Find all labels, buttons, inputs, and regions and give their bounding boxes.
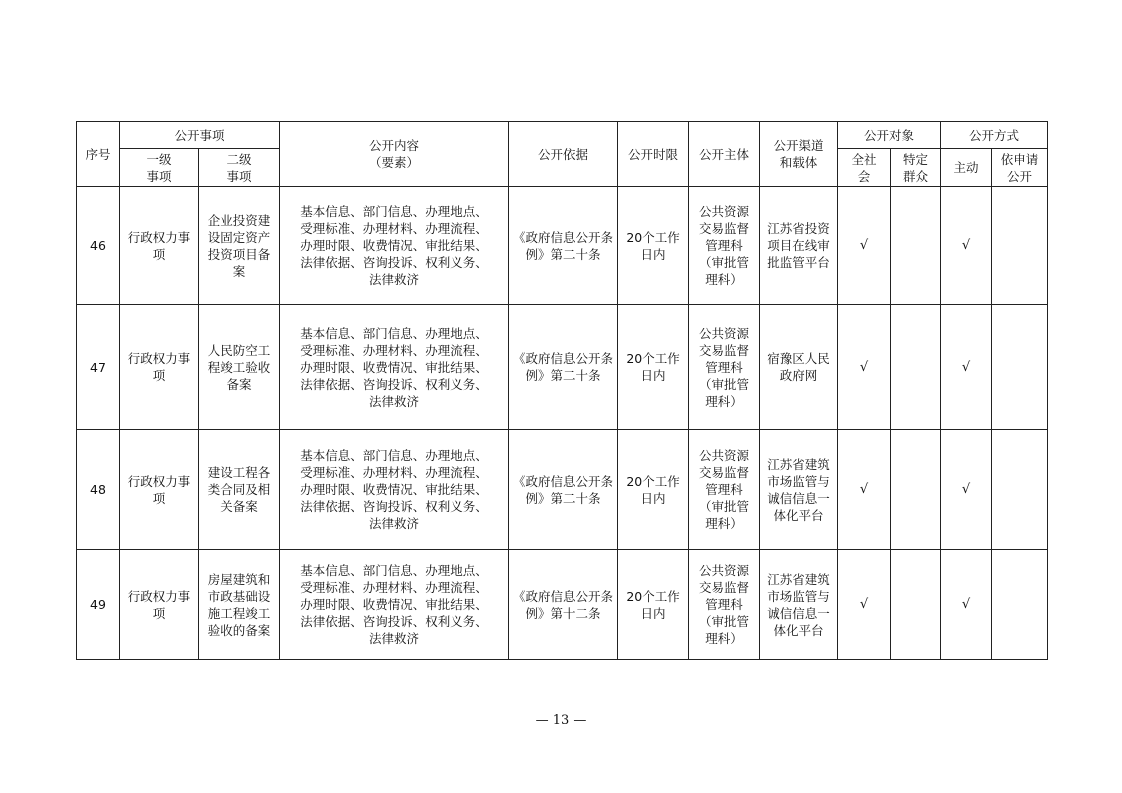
header-whole-society: [838, 149, 891, 187]
cell-channel: 江苏省建筑市场监管与诚信信息一体化平台: [760, 430, 838, 550]
cell-subject: 公共资源交易监督管理科（审批管理科）: [689, 430, 760, 550]
content-line: 法律救济: [369, 631, 420, 646]
disclosure-table: [76, 121, 1048, 660]
header-on-request-line: 依申请: [1000, 151, 1039, 167]
cell-level1: 行政权力事项: [120, 305, 199, 430]
content-line: 法律依据、咨询投诉、权利义务、: [300, 614, 488, 629]
cell-basis: 《政府信息公开条例》第二十条: [509, 430, 618, 550]
cell-level1: 行政权力事项: [120, 187, 199, 305]
table-row: [77, 550, 1048, 660]
cell-whole-society: √: [838, 430, 891, 550]
cell-subject: 公共资源交易监督管理科（审批管理科）: [689, 187, 760, 305]
cell-subject: 公共资源交易监督管理科（审批管理科）: [689, 550, 760, 660]
cell-content: [280, 187, 509, 305]
cell-subject: 公共资源交易监督管理科（审批管理科）: [689, 305, 760, 430]
cell-level2: 房屋建筑和市政基础设施工程竣工验收的备案: [199, 550, 280, 660]
content-line: 办理时限、收费情况、审批结果、: [300, 482, 488, 497]
content-line: 受理标准、办理材料、办理流程、: [300, 221, 488, 236]
cell-time-limit: 20个工作日内: [618, 305, 689, 430]
content-line: 法律依据、咨询投诉、权利义务、: [300, 255, 488, 270]
cell-active: √: [941, 305, 992, 430]
cell-level2: 企业投资建设固定资产投资项目备案: [199, 187, 280, 305]
cell-active: √: [941, 430, 992, 550]
cell-level1: 行政权力事项: [120, 430, 199, 550]
cell-whole-society: √: [838, 187, 891, 305]
cell-on-request: [992, 430, 1048, 550]
header-active: 主动: [941, 149, 992, 187]
cell-content: [280, 550, 509, 660]
content-line: 法律依据、咨询投诉、权利义务、: [300, 376, 488, 392]
cell-specific-group: [891, 430, 941, 550]
cell-active: √: [941, 550, 992, 660]
header-level1: [120, 149, 199, 187]
cell-time-limit: 20个工作日内: [618, 550, 689, 660]
header-subject: 公开主体: [689, 122, 760, 187]
cell-on-request: [992, 550, 1048, 660]
cell-seq: 47: [77, 305, 120, 430]
cell-time-limit: 20个工作日内: [618, 430, 689, 550]
header-content-line: 公开内容: [369, 138, 420, 153]
content-line: 基本信息、部门信息、办理地点、: [300, 448, 488, 463]
header-specific-group-line: 特定: [903, 151, 929, 167]
cell-level2: 建设工程各类合同及相关备案: [199, 430, 280, 550]
cell-whole-society: √: [838, 305, 891, 430]
header-on-request: [992, 149, 1048, 187]
header-target: 公开对象: [838, 122, 941, 149]
header-seq: 序号: [77, 122, 120, 187]
header-level2-line: 事项: [226, 168, 252, 184]
cell-level1: 行政权力事项: [120, 550, 199, 660]
table-row: [77, 187, 1048, 305]
content-line: 办理时限、收费情况、审批结果、: [300, 359, 488, 375]
cell-channel: 宿豫区人民政府网: [760, 305, 838, 430]
cell-whole-society: √: [838, 550, 891, 660]
cell-level2: 人民防空工程竣工验收备案: [199, 305, 280, 430]
header-content: [280, 122, 509, 187]
cell-basis: 《政府信息公开条例》第二十条: [509, 187, 618, 305]
header-level1-line: 事项: [146, 168, 172, 184]
cell-basis: 《政府信息公开条例》第二十条: [509, 305, 618, 430]
header-method: 公开方式: [941, 122, 1048, 149]
header-row-top: [77, 122, 1048, 149]
table-row: [77, 305, 1048, 430]
cell-channel: 江苏省投资项目在线审批监管平台: [760, 187, 838, 305]
cell-seq: 46: [77, 187, 120, 305]
cell-specific-group: [891, 550, 941, 660]
content-line: 法律依据、咨询投诉、权利义务、: [300, 499, 488, 514]
header-content-line: （要素）: [369, 155, 420, 170]
header-time-limit: 公开时限: [618, 122, 689, 187]
header-specific-group-line: 群众: [903, 168, 929, 184]
cell-specific-group: [891, 187, 941, 305]
cell-specific-group: [891, 305, 941, 430]
cell-basis: 《政府信息公开条例》第十二条: [509, 550, 618, 660]
cell-active: √: [941, 187, 992, 305]
header-channel-line: 公开渠道: [773, 138, 824, 153]
content-line: 法律救济: [369, 516, 420, 531]
header-specific-group: [891, 149, 941, 187]
cell-seq: 49: [77, 550, 120, 660]
header-basis: 公开依据: [509, 122, 618, 187]
page-number: — 13 —: [535, 713, 587, 728]
header-channel: [760, 122, 838, 187]
cell-content: [280, 430, 509, 550]
header-level2: [199, 149, 280, 187]
content-line: 基本信息、部门信息、办理地点、: [300, 563, 488, 578]
cell-content: [280, 305, 509, 430]
cell-on-request: [992, 305, 1048, 430]
content-line: 办理时限、收费情况、审批结果、: [300, 238, 488, 253]
header-level1-line: 一级: [146, 151, 172, 167]
content-line: 基本信息、部门信息、办理地点、: [300, 204, 488, 219]
content-line: 基本信息、部门信息、办理地点、: [300, 325, 488, 341]
content-line: 受理标准、办理材料、办理流程、: [300, 342, 488, 358]
header-channel-line: 和载体: [779, 155, 818, 170]
header-whole-society-line: 全社: [851, 151, 877, 167]
content-line: 受理标准、办理材料、办理流程、: [300, 465, 488, 480]
table-row: [77, 430, 1048, 550]
header-on-request-line: 公开: [1007, 168, 1033, 184]
content-line: 法律救济: [369, 272, 420, 287]
cell-time-limit: 20个工作日内: [618, 187, 689, 305]
cell-on-request: [992, 187, 1048, 305]
content-line: 办理时限、收费情况、审批结果、: [300, 597, 488, 612]
content-line: 受理标准、办理材料、办理流程、: [300, 580, 488, 595]
header-whole-society-line: 会: [857, 168, 871, 184]
content-line: 法律救济: [369, 393, 420, 409]
cell-seq: 48: [77, 430, 120, 550]
cell-channel: 江苏省建筑市场监管与诚信信息一体化平台: [760, 550, 838, 660]
header-level2-line: 二级: [226, 151, 252, 167]
header-item: 公开事项: [120, 122, 280, 149]
